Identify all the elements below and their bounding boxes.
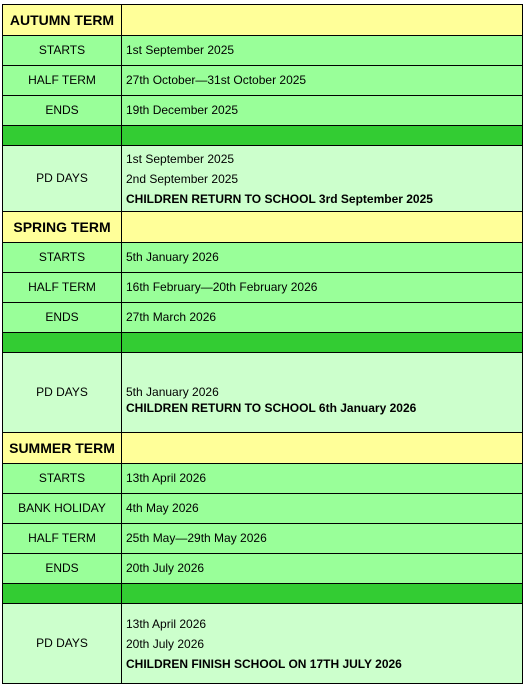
autumn-half-term-label: HALF TERM	[3, 66, 122, 96]
spring-pd-days	[122, 353, 523, 433]
spring-ends-label: ENDS	[3, 303, 122, 333]
spring-pd-note: CHILDREN RETURN TO SCHOOL 6th January 2026	[126, 400, 417, 415]
autumn-half-term-dates: 27th October—31st October 2025	[122, 66, 523, 96]
autumn-term-header	[3, 5, 523, 36]
autumn-term-header-blank	[122, 5, 523, 36]
summer-half-term-label: HALF TERM	[3, 524, 122, 554]
spring-term-title: SPRING TERM	[3, 212, 122, 243]
summer-term-title: SUMMER TERM	[3, 433, 122, 464]
autumn-ends-label: ENDS	[3, 96, 122, 126]
summer-bank-holiday-label: BANK HOLIDAY	[3, 494, 122, 524]
spring-pd-label: PD DAYS	[3, 353, 122, 433]
summer-starts-label: STARTS	[3, 464, 122, 494]
spring-starts-date: 5th January 2026	[122, 243, 523, 273]
spring-pd-day: 5th January 2026	[126, 384, 219, 399]
autumn-half-term-row	[3, 66, 523, 96]
autumn-starts-label: STARTS	[3, 36, 122, 66]
spring-term-header-blank	[122, 212, 523, 243]
autumn-starts-row	[3, 36, 523, 66]
summer-starts-row	[3, 464, 523, 494]
summer-pd-row	[3, 604, 523, 684]
summer-half-term-row	[3, 524, 523, 554]
autumn-pd-label: PD DAYS	[3, 146, 122, 212]
spring-half-term-dates: 16th February—20th February 2026	[122, 273, 523, 303]
summer-term-header	[3, 433, 523, 464]
spring-spacer-row	[3, 333, 523, 353]
term-dates-table	[2, 4, 523, 684]
autumn-pd-day: 2nd September 2025	[126, 171, 239, 186]
summer-pd-day: 13th April 2026	[126, 616, 207, 631]
autumn-pd-days	[122, 146, 523, 212]
summer-pd-note: CHILDREN FINISH SCHOOL ON 17TH JULY 2026	[126, 656, 402, 671]
spring-half-term-row	[3, 273, 523, 303]
summer-term-header-blank	[122, 433, 523, 464]
spring-starts-row	[3, 243, 523, 273]
autumn-ends-date: 19th December 2025	[122, 96, 523, 126]
summer-ends-label: ENDS	[3, 554, 122, 584]
autumn-term-title: AUTUMN TERM	[3, 5, 122, 36]
summer-pd-days	[122, 604, 523, 684]
autumn-pd-day: 1st September 2025	[126, 151, 235, 166]
summer-spacer-row	[3, 584, 523, 604]
summer-bank-holiday-row	[3, 494, 523, 524]
summer-half-term-dates: 25th May—29th May 2026	[122, 524, 523, 554]
spring-ends-row	[3, 303, 523, 333]
summer-pd-label: PD DAYS	[3, 604, 122, 684]
autumn-pd-note: CHILDREN RETURN TO SCHOOL 3rd September 2025	[126, 191, 433, 206]
spring-ends-date: 27th March 2026	[122, 303, 523, 333]
spring-starts-label: STARTS	[3, 243, 122, 273]
autumn-ends-row	[3, 96, 523, 126]
spring-term-header	[3, 212, 523, 243]
autumn-starts-date: 1st September 2025	[122, 36, 523, 66]
spring-half-term-label: HALF TERM	[3, 273, 122, 303]
autumn-pd-row	[3, 146, 523, 212]
summer-ends-row	[3, 554, 523, 584]
summer-starts-date: 13th April 2026	[122, 464, 523, 494]
summer-ends-date: 20th July 2026	[122, 554, 523, 584]
autumn-spacer-row	[3, 126, 523, 146]
summer-bank-holiday-date: 4th May 2026	[122, 494, 523, 524]
summer-pd-day: 20th July 2026	[126, 636, 205, 651]
spring-pd-row	[3, 353, 523, 433]
